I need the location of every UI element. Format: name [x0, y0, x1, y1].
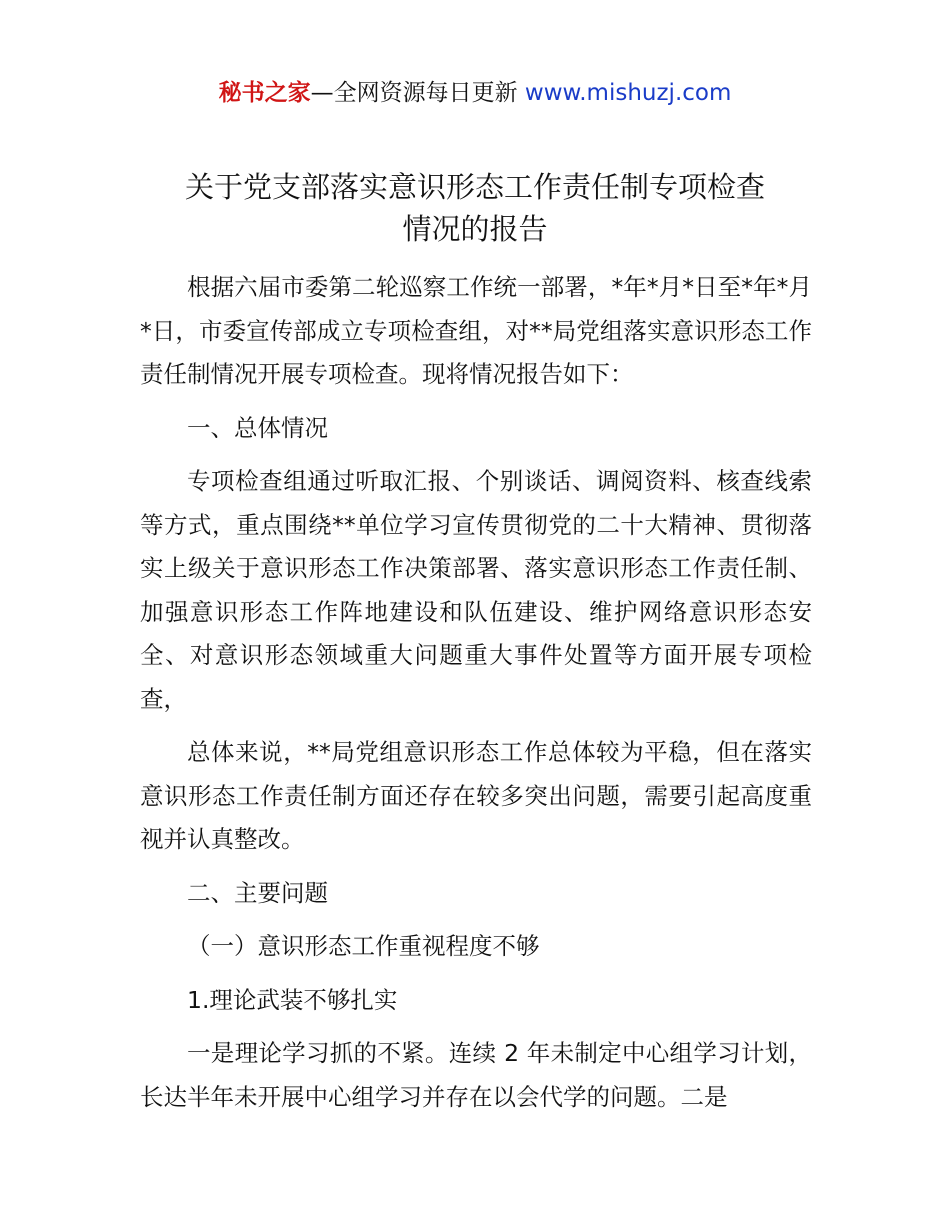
paragraph-intro: 根据六届市委第二轮巡察工作统一部署，*年*月*日至*年*月*日，市委宣传部成立专项检查组，对**局党组落实意识形态工作责任制情况开展专项检查。现将情况报告如下： [140, 273, 812, 388]
site-brand: 秘书之家 [218, 80, 311, 106]
paragraph-overall-assessment: 总体来说，**局党组意识形态工作总体较为平稳，但在落实意识形态工作责任制方面还存在较多突出问题，需要引起高度重视并认真整改。 [140, 738, 812, 853]
site-url-link[interactable]: www.mishuzj.com [524, 80, 732, 106]
site-header [0, 76, 950, 110]
section-heading-overview: 一、总体情况 [187, 413, 328, 442]
subsection-heading-1-1: 1.理论武装不够扎实 [187, 985, 398, 1014]
paragraph-inspection-methods: 专项检查组通过听取汇报、个别谈话、调阅资料、核查线索等方式，重点围绕**单位学习宣传贯彻党的二十大精神、贯彻落实上级关于意识形态工作决策部署、落实意识形态工作责任制、加强意识形态工作阵地建设和队伍建设、维护网络意识形态安全、对意识形态领域重大问题重大事件处置等方面开展专项检查， [140, 467, 812, 713]
document-body [140, 266, 812, 1119]
document-title-line-2: 情况的报告 [402, 212, 548, 246]
paragraph-theory-study: 一是理论学习抓的不紧。连续 2 年未制定中心组学习计划，长达半年未开展中心组学习并存在以会代学的问题。二是 [140, 1039, 812, 1111]
section-heading-main-problems: 二、主要问题 [187, 878, 328, 907]
document-title [140, 166, 810, 250]
document-title-line-1: 关于党支部落实意识形态工作责任制专项检查 [184, 170, 765, 204]
subsection-heading-1: （一）意识形态工作重视程度不够 [187, 932, 540, 960]
site-tagline: —全网资源每日更新 [310, 80, 525, 106]
